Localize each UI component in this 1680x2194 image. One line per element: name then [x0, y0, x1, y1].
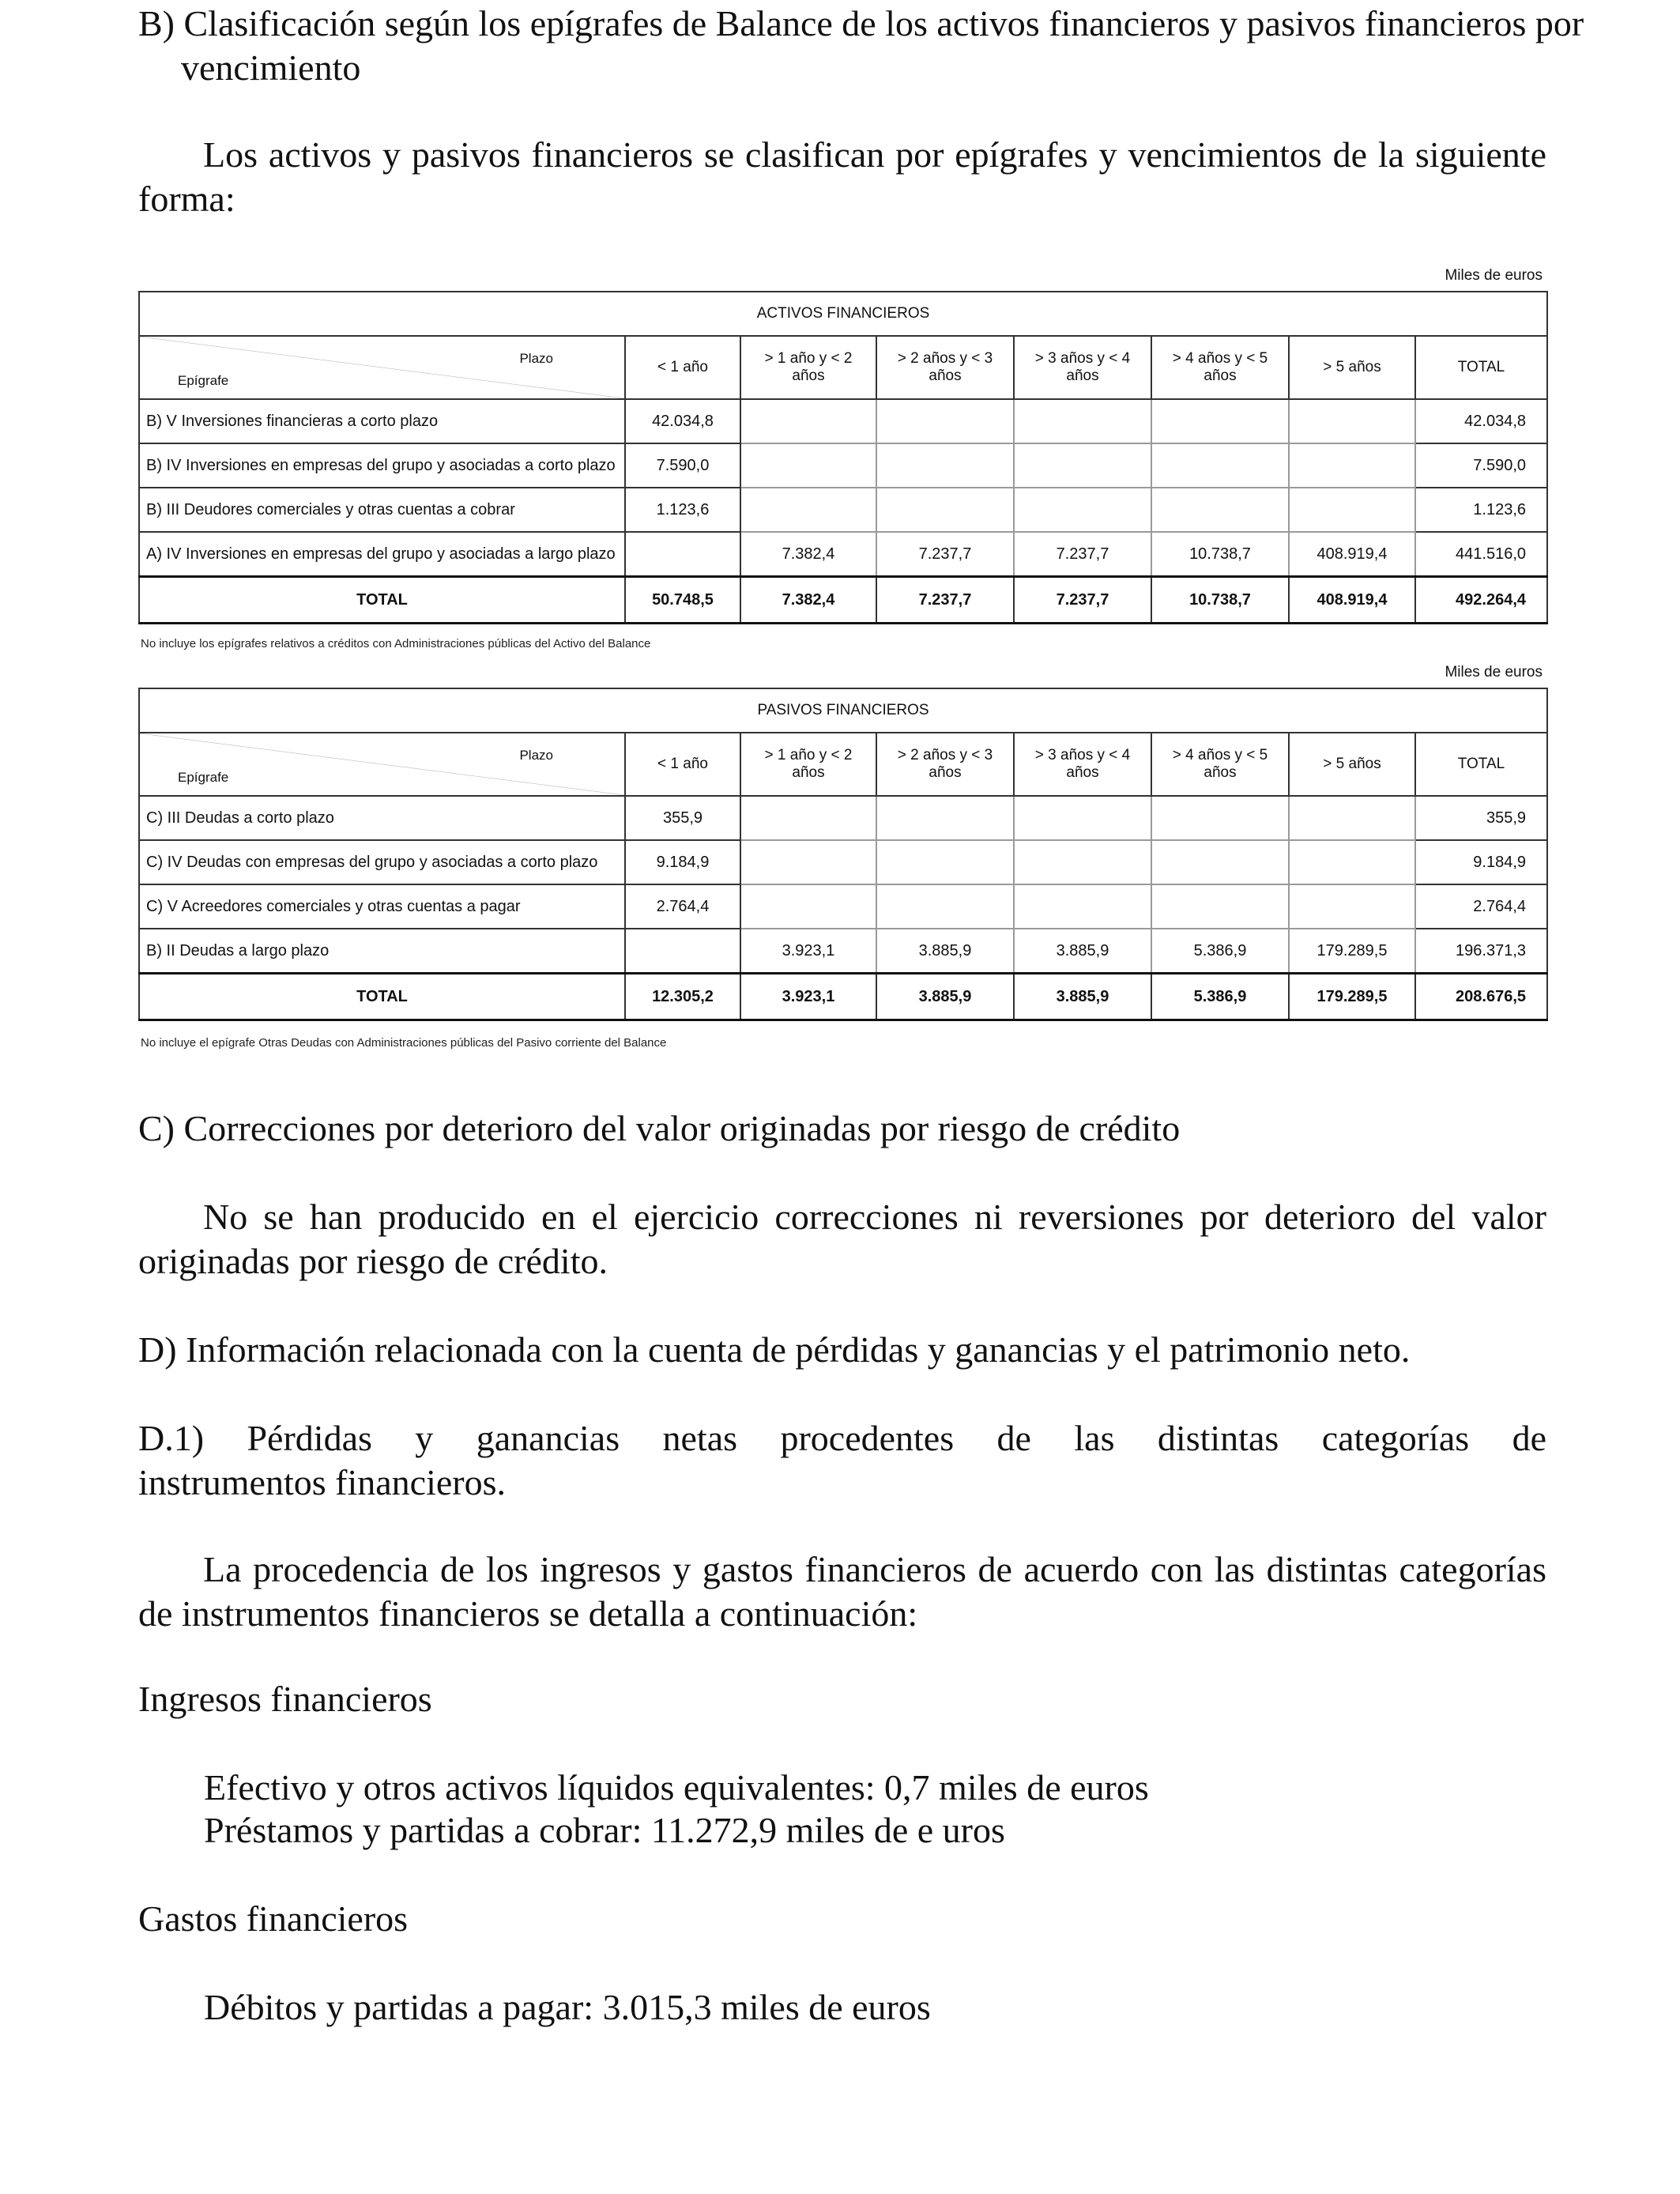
- table-row: [139, 929, 1547, 974]
- cell: [1289, 796, 1415, 840]
- cell: [1151, 443, 1289, 488]
- cell: 1.123,6: [625, 488, 740, 532]
- cell: 3.885,9: [876, 929, 1014, 974]
- col-header: < 1 año: [625, 336, 740, 399]
- total-cell: 3.923,1: [740, 974, 876, 1020]
- table-row: [139, 488, 1547, 532]
- activos-note: No incluye los epígrafes relativos a créditos con Administraciones públicas del Activo del Balance: [141, 637, 651, 650]
- cell: [625, 929, 740, 974]
- total-cell: 12.305,2: [625, 974, 740, 1020]
- row-label: A) IV Inversiones en empresas del grupo y asociadas a largo plazo: [139, 532, 625, 577]
- row-label: C) III Deudas a corto plazo: [139, 796, 625, 840]
- total-cell: 10.738,7: [1151, 577, 1289, 624]
- cell: [1289, 840, 1415, 884]
- table-row: [139, 399, 1547, 443]
- table-row: [139, 884, 1547, 929]
- total-cell: 3.885,9: [1014, 974, 1151, 1020]
- total-cell: 408.919,4: [1289, 577, 1415, 624]
- grand-total: 208.676,5: [1415, 974, 1547, 1020]
- col-header: < 1 año: [625, 733, 740, 796]
- cell: 7.237,7: [876, 532, 1014, 577]
- row-total: 7.590,0: [1415, 443, 1547, 488]
- cell: 7.382,4: [740, 532, 876, 577]
- table-row: [139, 796, 1547, 840]
- cell: [740, 840, 876, 884]
- cell: [876, 796, 1014, 840]
- col-header: > 4 años y < 5 años: [1151, 336, 1289, 399]
- col-header: > 3 años y < 4 años: [1014, 733, 1151, 796]
- gastos-item: Débitos y partidas a pagar: 3.015,3 miles de euros: [204, 1987, 931, 2027]
- cell: [1151, 840, 1289, 884]
- activos-header-row: [139, 336, 1547, 399]
- row-label: B) IV Inversiones en empresas del grupo y asociadas a corto plazo: [139, 443, 625, 488]
- cell: 5.386,9: [1151, 929, 1289, 974]
- cell: [1014, 884, 1151, 929]
- epigrafe-label: Epígrafe: [178, 373, 229, 388]
- activos-title: ACTIVOS FINANCIEROS: [139, 292, 1547, 336]
- cell: [1289, 443, 1415, 488]
- cell: [1014, 443, 1151, 488]
- col-header: TOTAL: [1415, 336, 1547, 399]
- cell: [1151, 488, 1289, 532]
- cell: 7.590,0: [625, 443, 740, 488]
- cell: [1014, 399, 1151, 443]
- ingresos-item: Préstamos y partidas a cobrar: 11.272,9 miles de e uros: [204, 1810, 1005, 1850]
- cell: 408.919,4: [1289, 532, 1415, 577]
- row-total: 42.034,8: [1415, 399, 1547, 443]
- cell: 42.034,8: [625, 399, 740, 443]
- cell: [740, 796, 876, 840]
- d1-heading-line2: instrumentos financieros.: [138, 1462, 507, 1502]
- pasivos-table: [138, 688, 1548, 1021]
- cell: [1014, 796, 1151, 840]
- cell: 3.923,1: [740, 929, 876, 974]
- pasivos-units-label: Miles de euros: [1445, 664, 1543, 680]
- section-d-body: La procedencia de los ingresos y gastos financieros de acuerdo con las distintas categorías de instrumentos financieros se detalla a continuación:: [138, 1549, 1546, 1634]
- total-label: TOTAL: [139, 577, 625, 624]
- total-cell: 3.885,9: [876, 974, 1014, 1020]
- cell: 2.764,4: [625, 884, 740, 929]
- row-total: 355,9: [1415, 796, 1547, 840]
- table-row: [139, 532, 1547, 577]
- header-corner-cell: [139, 336, 625, 399]
- pasivos-title: PASIVOS FINANCIEROS: [139, 688, 1547, 733]
- total-cell: 7.237,7: [1014, 577, 1151, 624]
- cell: [625, 532, 740, 577]
- cell: [876, 488, 1014, 532]
- cell: [1151, 399, 1289, 443]
- cell: [740, 399, 876, 443]
- activos-units-label: Miles de euros: [1445, 267, 1543, 284]
- cell: [876, 840, 1014, 884]
- plazo-label: Plazo: [519, 748, 553, 763]
- header-corner-cell: [139, 733, 625, 796]
- col-header: > 1 año y < 2 años: [740, 733, 876, 796]
- total-row: [139, 974, 1547, 1020]
- grand-total: 492.264,4: [1415, 577, 1547, 624]
- col-header: > 5 años: [1289, 733, 1415, 796]
- row-label: C) IV Deudas con empresas del grupo y asociadas a corto plazo: [139, 840, 625, 884]
- row-total: 2.764,4: [1415, 884, 1547, 929]
- cell: [1289, 884, 1415, 929]
- col-header: > 1 año y < 2 años: [740, 336, 876, 399]
- total-cell: 7.237,7: [876, 577, 1014, 624]
- cell: 355,9: [625, 796, 740, 840]
- cell: [740, 884, 876, 929]
- row-total: 441.516,0: [1415, 532, 1547, 577]
- gastos-heading: Gastos financieros: [138, 1898, 409, 1939]
- cell: 3.885,9: [1014, 929, 1151, 974]
- row-label: C) V Acreedores comerciales y otras cuentas a pagar: [139, 884, 625, 929]
- diagonal-divider: [140, 337, 624, 398]
- cell: [1014, 488, 1151, 532]
- col-header: > 3 años y < 4 años: [1014, 336, 1151, 399]
- ingresos-heading: Ingresos financieros: [138, 1679, 432, 1719]
- cell: [1289, 488, 1415, 532]
- cell: [740, 443, 876, 488]
- total-cell: 50.748,5: [625, 577, 740, 624]
- cell: 7.237,7: [1014, 532, 1151, 577]
- cell: [1151, 884, 1289, 929]
- row-total: 9.184,9: [1415, 840, 1547, 884]
- total-cell: 5.386,9: [1151, 974, 1289, 1020]
- section-c-heading: C) Correcciones por deterioro del valor originadas por riesgo de crédito: [138, 1108, 1181, 1148]
- section-b-intro: Los activos y pasivos financieros se clasifican por epígrafes y vencimientos de la siguiente forma:: [138, 134, 1546, 219]
- cell: [740, 488, 876, 532]
- total-label: TOTAL: [139, 974, 625, 1020]
- cell: [1151, 796, 1289, 840]
- table-row: [139, 840, 1547, 884]
- cell: [876, 399, 1014, 443]
- row-label: B) V Inversiones financieras a corto plazo: [139, 399, 625, 443]
- diagonal-divider: [140, 733, 624, 795]
- epigrafe-label: Epígrafe: [178, 770, 229, 785]
- pasivos-header-row: [139, 733, 1547, 796]
- row-total: 1.123,6: [1415, 488, 1547, 532]
- pasivos-note: No incluye el epígrafe Otras Deudas con Administraciones públicas del Pasivo corriente del Balance: [141, 1036, 667, 1050]
- cell: 9.184,9: [625, 840, 740, 884]
- section-c-body: No se han producido en el ejercicio correcciones ni reversiones por deterioro del valor originadas por riesgo de crédito.: [138, 1197, 1546, 1281]
- col-header: > 5 años: [1289, 336, 1415, 399]
- cell: [1289, 399, 1415, 443]
- ingresos-item: Efectivo y otros activos líquidos equivalentes: 0,7 miles de euros: [204, 1767, 1149, 1808]
- total-cell: 179.289,5: [1289, 974, 1415, 1020]
- total-cell: 7.382,4: [740, 577, 876, 624]
- cell: [876, 443, 1014, 488]
- cell: [1014, 840, 1151, 884]
- plazo-label: Plazo: [519, 351, 553, 366]
- activos-table: [138, 291, 1548, 624]
- section-d-heading: D) Información relacionada con la cuenta de pérdidas y ganancias y el patrimonio neto.: [138, 1329, 1411, 1370]
- cell: [876, 884, 1014, 929]
- col-header: TOTAL: [1415, 733, 1547, 796]
- col-header: > 4 años y < 5 años: [1151, 733, 1289, 796]
- total-row: [139, 577, 1547, 624]
- section-b-heading: B) Clasificación según los epígrafes de Balance de los activos financieros y pasivos financieros por vencimiento: [138, 3, 1584, 88]
- table-row: [139, 443, 1547, 488]
- row-total: 196.371,3: [1415, 929, 1547, 974]
- d1-heading-line1: D.1) Pérdidas y ganancias netas procedentes de las distintas categorías de: [138, 1418, 1546, 1458]
- cell: 10.738,7: [1151, 532, 1289, 577]
- row-label: B) II Deudas a largo plazo: [139, 929, 625, 974]
- col-header: > 2 años y < 3 años: [876, 733, 1014, 796]
- row-label: B) III Deudores comerciales y otras cuentas a cobrar: [139, 488, 625, 532]
- col-header: > 2 años y < 3 años: [876, 336, 1014, 399]
- cell: 179.289,5: [1289, 929, 1415, 974]
